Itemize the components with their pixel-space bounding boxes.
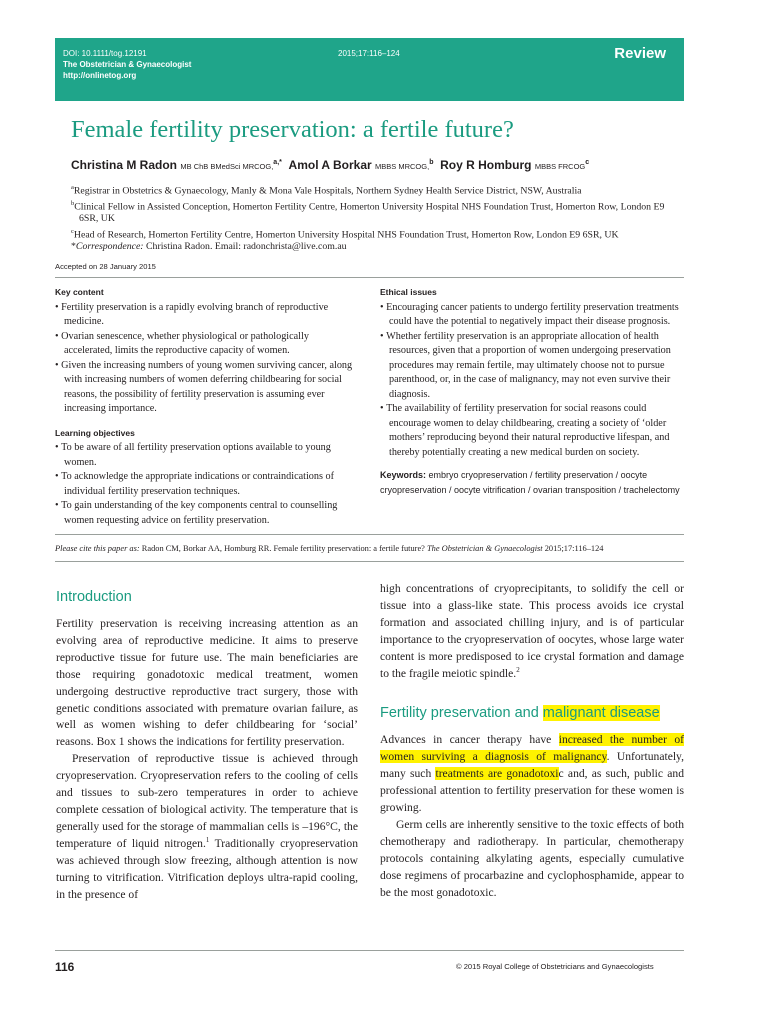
- paragraph-text: . Unfortunately, many such: [380, 750, 684, 781]
- list-item: • The availability of fertility preservation for social reasons could encourage women to delay childbearing, creating a society of ‘older mothers’ reproducing beyond their natural reproductive lifespan, and thereby potentially creating a new medical burden on society.: [380, 402, 684, 460]
- article-title: Female fertility preservation: a fertile future?: [71, 116, 514, 143]
- affiliation-mark: c: [71, 227, 74, 235]
- footer-rule: [55, 950, 684, 951]
- key-content-list: [55, 301, 355, 417]
- affiliations: [71, 182, 676, 254]
- reference-mark[interactable]: 1: [205, 835, 210, 844]
- heading-text: Fertility preservation and: [380, 705, 543, 722]
- paragraph-text: c and, as such, public and professional attention to fertility preservation for these women is growing.: [380, 767, 684, 815]
- malignancy-paragraph-1: [380, 732, 684, 817]
- citation-text: Radon CM, Borkar AA, Homburg RR. Female fertility preservation: a fertile future?: [139, 544, 427, 553]
- affiliation-text: Head of Research, Homerton Fertility Centre, Homerton University Hospital NHS Foundation Trust, Homerton Row, London E9 6SR, UK: [73, 229, 619, 241]
- journal-name: The Obstetrician & Gynaecologist: [63, 60, 192, 69]
- paragraph-text: Advances in cancer therapy have: [380, 733, 559, 747]
- key-content-box: [55, 285, 355, 528]
- citation-line: [55, 544, 603, 553]
- list-item: • Fertility preservation is a rapidly evolving branch of reproductive medicine.: [55, 301, 355, 330]
- correspondence-line: [71, 241, 676, 253]
- list-item: • To gain understanding of the key components central to counselling women requesting advice on fertility preservation.: [55, 499, 355, 528]
- key-content-heading: Key content: [55, 287, 104, 297]
- highlighted-text: increased the number of women surviving a diagnosis of malignancy: [380, 733, 685, 764]
- keywords-text: embryo cryopreservation / fertility preservation / oocyte cryopreservation / oocyte vitrification / ovarian transposition / trachelectomy: [380, 470, 680, 495]
- keywords-label: Keywords:: [380, 470, 427, 480]
- page-number: 116: [55, 960, 75, 974]
- journal-header-band: [55, 38, 684, 101]
- reference-mark[interactable]: 2: [516, 665, 520, 674]
- list-item: • To acknowledge the appropriate indications or contraindications of individual fertility preservation techniques.: [55, 470, 355, 499]
- ethical-issues-box: [380, 285, 684, 497]
- list-item: • Whether fertility preservation is an appropriate allocation of health resources, given that a proportion of women undergoing preservation procedures may remain fertile, may ultimately choose not to pursue parenthood, or, in the case of malignancy, may not even survive their diagnosis.: [380, 330, 684, 403]
- intro-paragraph-1: Fertility preservation is receiving increasing attention as an evolving area of reproductive medicine. It aims to preserve reproductive tissue for future use. The main beneficiaries are those requiring gonadotoxic medical treatment, women undergoing destructive reproductive tract surgery, those with genetic conditions associated with premature ovarian failure, as well as women wishing to defer childbearing for ‘social’ reasons. Box 1 shows the indications for fertility preservation.: [56, 617, 358, 749]
- correspondence-text[interactable]: Christina Radon. Email: radonchrista@live.com.au: [143, 241, 347, 253]
- affiliation-mark: a: [71, 184, 74, 191]
- continuation-paragraph: [380, 581, 684, 682]
- paragraph-text: Traditionally cryopreservation was achieved through slow freezing, although attention is now turning to vitrification. Vitrification deploys ultra-rapid cooling, in the presence of: [56, 836, 358, 901]
- malignancy-paragraph-2: Germ cells are inherently sensitive to the toxic effects of both chemotherapy and radiotherapy. In particular, chemotherapy protocols containing alkylating agents, especially cumulative dose regimens of procarbazine and cyclophosphamide, appear to be the most gonadotoxic.: [380, 817, 684, 899]
- list-item: • Ovarian senescence, whether physiological or pathologically accelerated, limits the reproductive capacity of women.: [55, 330, 355, 359]
- list-item: • To be aware of all fertility preservation options available to young women.: [55, 441, 355, 470]
- divider-mid: [55, 534, 684, 535]
- affiliation-mark: b: [71, 199, 75, 207]
- journal-info: [63, 48, 191, 81]
- author-name: Amol A Borkar: [288, 158, 372, 172]
- list-item: • Encouraging cancer patients to undergo fertility preservation treatments could have the potential to negatively impact their disease prognosis.: [380, 301, 684, 330]
- divider-bottom: [55, 561, 684, 562]
- left-text-column: [56, 588, 358, 903]
- author-name: Christina M Radon: [71, 158, 178, 172]
- author-name: Roy R Homburg: [440, 158, 532, 172]
- issue-info: 2015;17:116–124: [338, 49, 400, 58]
- affiliation-text: Registrar in Obstetrics & Gynaecology, Manly & Mona Vale Hospitals, Northern Sydney Health Service District, NSW, Australia: [73, 185, 582, 197]
- correspondence-mark: *: [71, 241, 76, 253]
- learning-objectives-list: [55, 441, 355, 528]
- highlighted-text: treatments are gonadotoxi: [435, 767, 559, 781]
- ethical-issues-heading: Ethical issues: [380, 287, 437, 297]
- author-affiliation-mark: c: [585, 159, 590, 166]
- correspondence-label: Correspondence:: [75, 241, 144, 253]
- affiliation-text: Clinical Fellow in Assisted Conception, Homerton Fertility Centre, Homerton University Hospital NHS Foundation Trust, Homerton Row, London E9 6SR, UK: [74, 200, 665, 225]
- malignant-disease-heading: [380, 704, 684, 722]
- divider-top: [55, 277, 684, 278]
- author-qualifications: MB ChB BMedSci MRCOG,: [180, 162, 274, 171]
- author-list: [71, 158, 589, 172]
- list-item: • Given the increasing numbers of young women surviving cancer, along with increasing numbers of women deferring childbearing for social reasons, the possibility of fertility preservation is assuming ever increasing importance.: [55, 359, 355, 417]
- ethical-issues-list: [380, 301, 684, 461]
- affiliation-line: [71, 226, 676, 242]
- right-text-column: [380, 581, 684, 902]
- highlighted-text: malignant disease: [542, 705, 660, 722]
- author-qualifications: MBBS FRCOG: [534, 162, 586, 171]
- accepted-date: Accepted on 28 January 2015: [55, 262, 156, 271]
- author-affiliation-mark: a,*: [273, 159, 282, 166]
- citation-journal: The Obstetrician & Gynaecologist: [427, 544, 543, 553]
- affiliation-line: [71, 198, 676, 226]
- intro-paragraph-2: [56, 751, 358, 903]
- copyright: © 2015 Royal College of Obstetricians and Gynaecologists: [456, 962, 654, 971]
- keywords: [380, 468, 684, 497]
- author-qualifications: MBBS MRCOG,: [375, 162, 430, 171]
- citation-lead: Please cite this paper as:: [55, 544, 140, 553]
- article-type-label: Review: [614, 45, 666, 62]
- affiliation-line: [71, 182, 676, 198]
- doi-text: DOI: 10.1111/tog.12191: [63, 49, 147, 58]
- introduction-heading: Introduction: [56, 589, 132, 605]
- author-affiliation-mark: b: [429, 159, 434, 166]
- citation-tail: 2015;17:116–124: [542, 544, 604, 553]
- paragraph-text: Preservation of reproductive tissue is achieved through cryopreservation. Cryopreservation refers to the cooling of cells and tissues to sub-zero temperatures in order to achieve complete cessation of biological activity. The temperature that is generally used for the storage of mammalian cells is –196°C, the temperature of liquid nitrogen.: [56, 752, 358, 850]
- paragraph-text: high concentrations of cryoprecipitants, to solidify the cell or tissue into a glass-like state. This process avoids ice crystal formation and associated chilling injury, and is of particular importance to the cryopreservation of oocytes, whose large water content is more predisposed to ice crystal formation and damage to the fragile meiotic spindle.: [380, 582, 684, 680]
- journal-url[interactable]: http://onlinetog.org: [63, 71, 137, 80]
- learning-objectives-heading: Learning objectives: [55, 427, 135, 438]
